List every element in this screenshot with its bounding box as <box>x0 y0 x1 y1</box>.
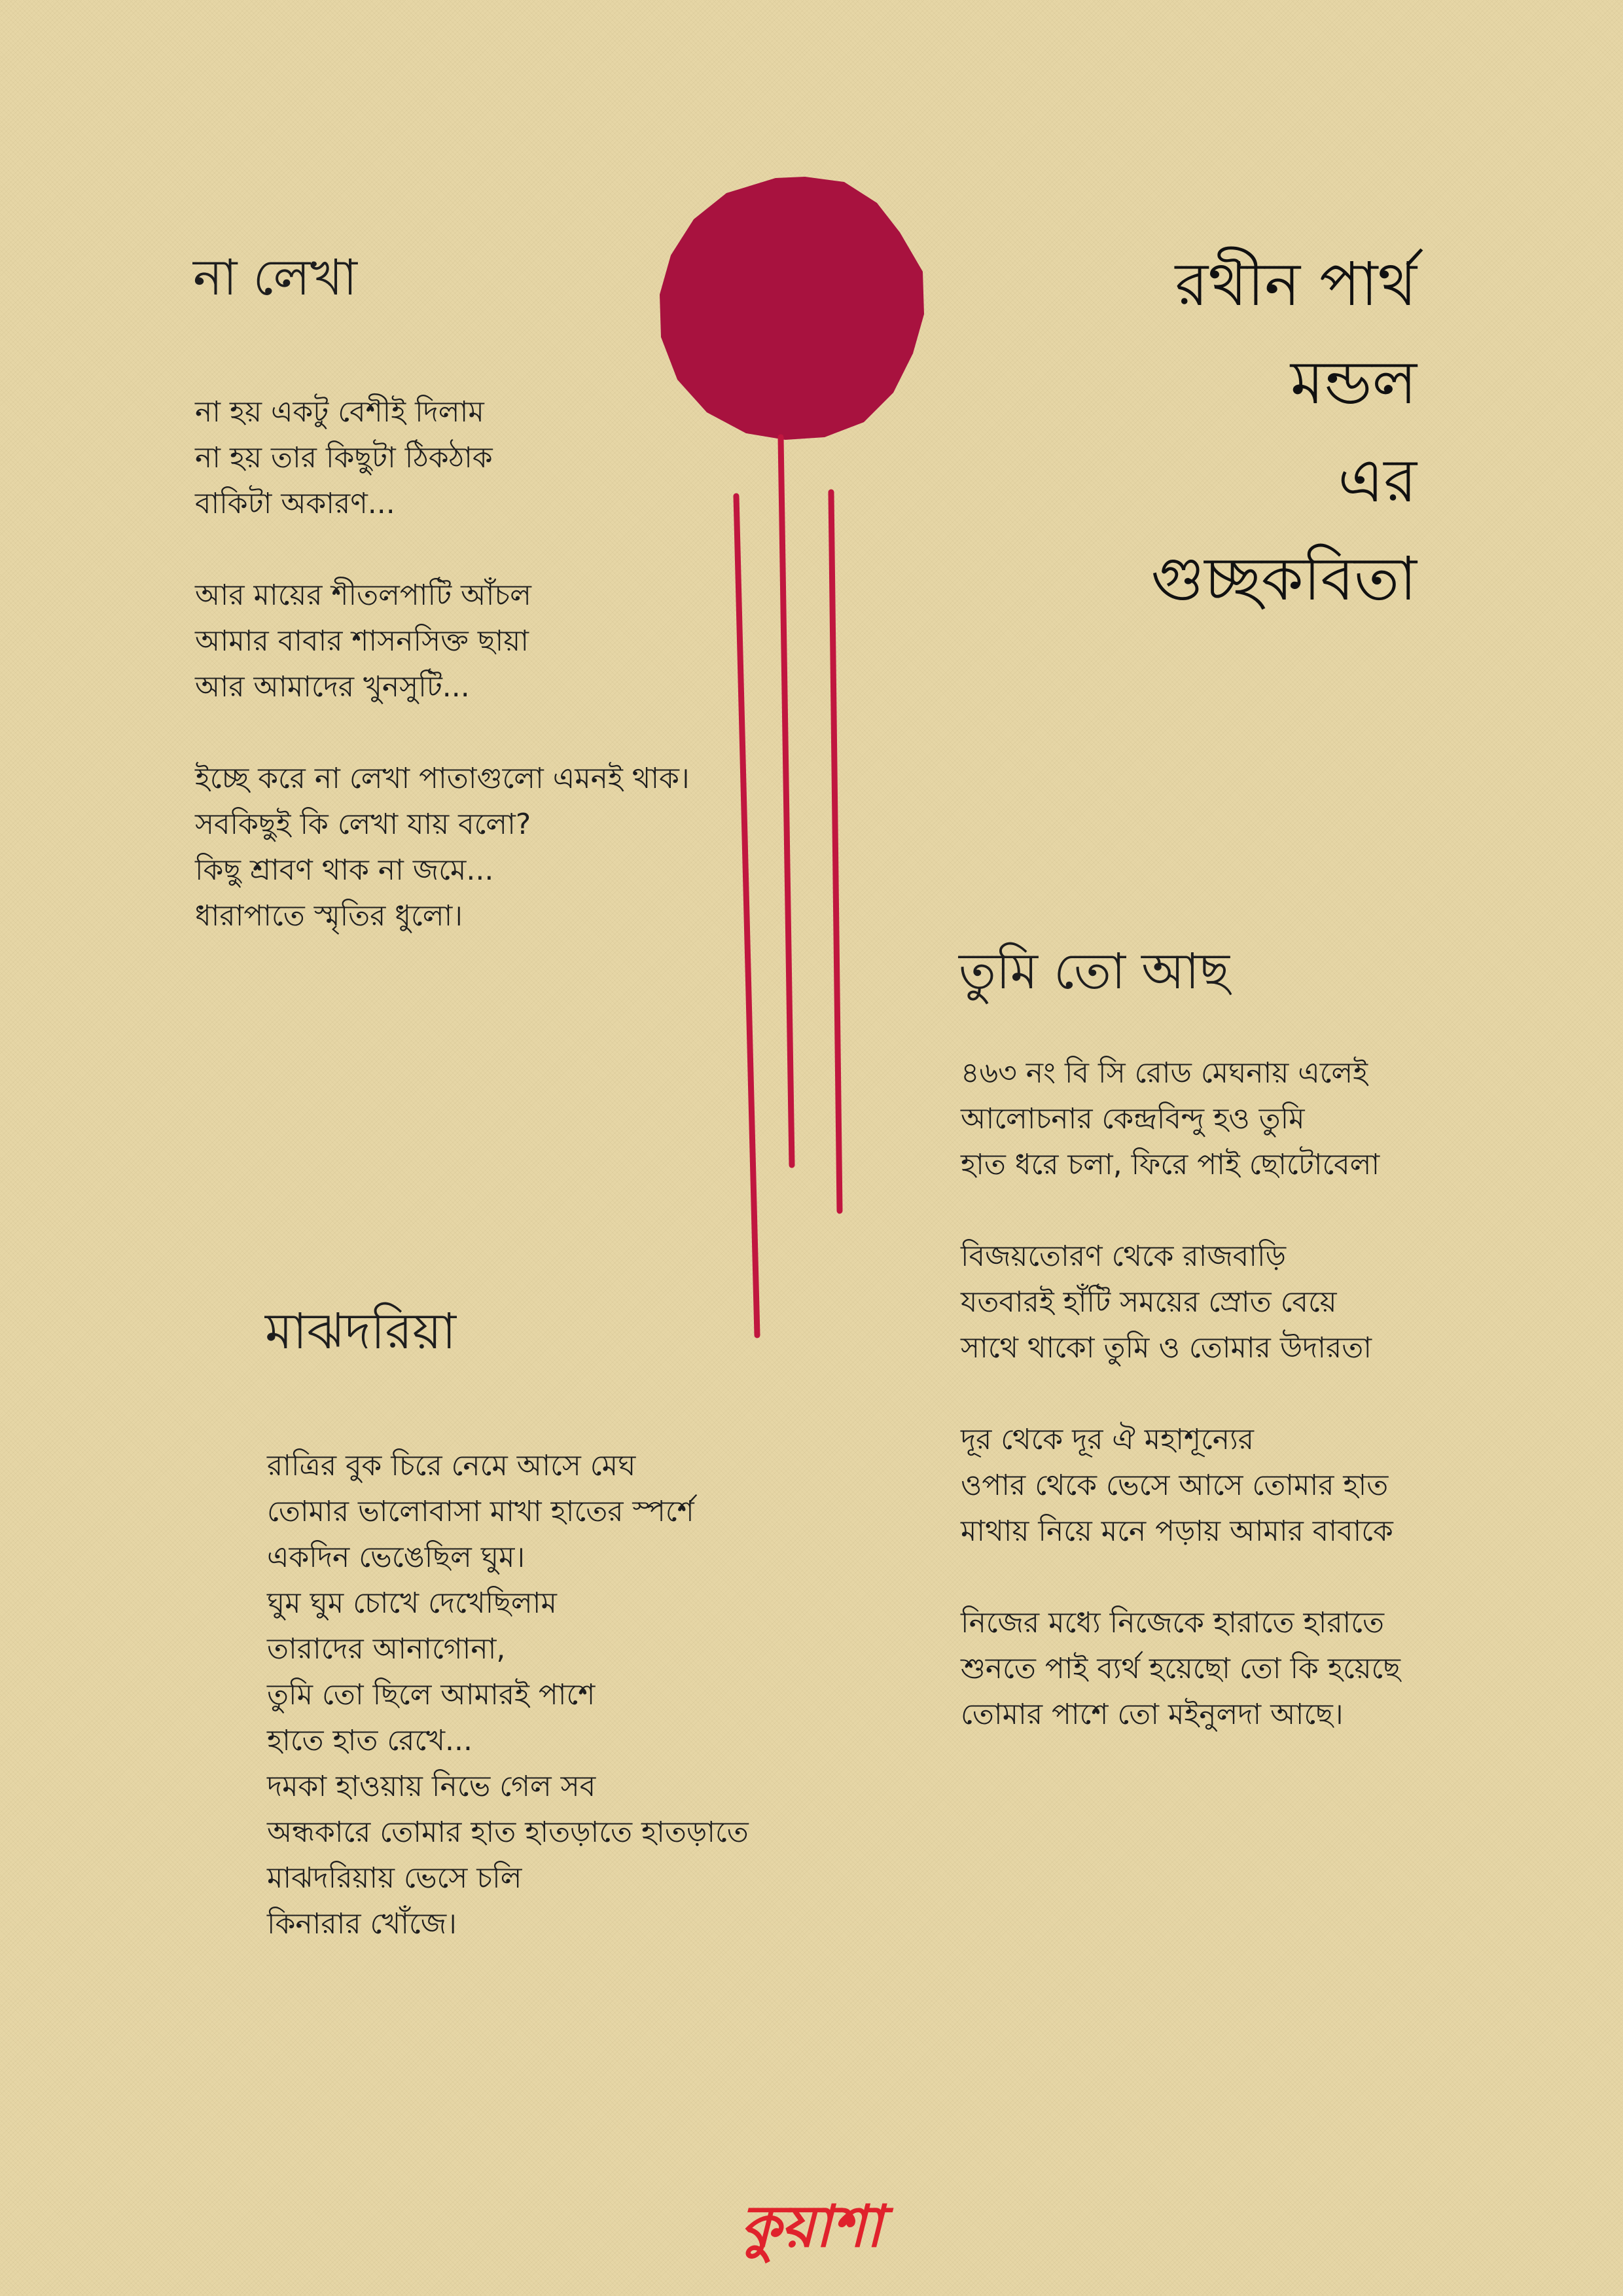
collection-title: গুচ্ছকবিতা <box>1150 544 1417 614</box>
poem-line: দূর থেকে দূর ঐ মহাশূন্যের <box>961 1423 1254 1456</box>
poem-line: তারাদের আনাগোনা, <box>267 1632 506 1666</box>
poem-line: ইচ্ছে করে না লেখা পাতাগুলো এমনই থাক। <box>195 762 690 795</box>
poem-line: ঘুম ঘুম চোখে দেখেছিলাম <box>267 1587 557 1620</box>
poem-line: ওপার থেকে ভেসে আসে তোমার হাত <box>961 1469 1389 1502</box>
red-sun-circle <box>660 177 924 440</box>
author-heading <box>1151 236 1417 628</box>
poem-line: আলোচনার কেন্দ্রবিন্দু হও তুমি <box>961 1102 1305 1136</box>
poem-line: তুমি তো ছিলে আমারই পাশে <box>267 1678 596 1712</box>
poem-line: কিনারার খোঁজে। <box>267 1907 457 1941</box>
vertical-line-right <box>831 492 840 1211</box>
poem-line: হাত ধরে চলা, ফিরে পাই ছোটোবেলা <box>961 1148 1380 1181</box>
vertical-line-left <box>736 496 757 1335</box>
poem-tumi-to-acho-stanza-2 <box>961 1234 1372 1371</box>
poem-line: আর আমাদের খুনসুটি... <box>195 670 470 704</box>
poem-line: বিজয়তোরণ থেকে রাজবাড়ি <box>961 1240 1286 1273</box>
poem-line: সবকিছুই কি লেখা যায় বলো? <box>195 808 531 841</box>
poem-line: রাত্রির বুক চিরে নেমে আসে মেঘ <box>267 1449 636 1482</box>
poem-title-na-lekha: না লেখা <box>193 248 357 306</box>
poem-line: শুনতে পাই ব্যর্থ হয়েছো তো কি হয়েছে <box>961 1652 1400 1685</box>
kuasha-logo: কুয়াশা <box>740 2193 883 2260</box>
author-name-line: এর <box>1338 446 1417 516</box>
poem-line: যতবারই হাঁটি সময়ের স্রোত বেয়ে <box>961 1285 1337 1319</box>
poem-tumi-to-acho-stanza-3 <box>961 1417 1393 1554</box>
poem-line: নিজের মধ্যে নিজেকে হারাতে হারাতে <box>961 1606 1384 1640</box>
poem-line: আর মায়ের শীতলপাটি আঁচল <box>195 579 531 612</box>
author-name-line: মন্ডল <box>1290 348 1417 418</box>
author-name-line: রথীন পার্থ <box>1175 249 1417 319</box>
poem-na-lekha-stanza-3 <box>195 756 690 939</box>
poem-line: মাঝদরিয়ায় ভেসে চলি <box>267 1861 522 1895</box>
poem-line: বাকিটা অকারণ... <box>195 487 395 520</box>
poem-line: ধারাপাতে স্মৃতির ধুলো। <box>195 899 463 933</box>
poem-tumi-to-acho-stanza-1 <box>961 1050 1380 1188</box>
poem-line: হাতে হাত রেখে... <box>267 1724 473 1757</box>
poem-line: তোমার পাশে তো মইনুলদা আছে। <box>961 1698 1344 1731</box>
poem-title-tumi-to-acho: তুমি তো আছ <box>959 942 1230 1000</box>
poem-line: আমার বাবার শাসনসিক্ত ছায়া <box>195 624 529 658</box>
poem-line: একদিন ভেঙেছিল ঘুম। <box>267 1541 526 1574</box>
poem-line: সাথে থাকো তুমি ও তোমার উদারতা <box>961 1331 1372 1365</box>
poem-line: তোমার ভালোবাসা মাখা হাতের স্পর্শে <box>267 1495 694 1528</box>
poem-line: কিছু শ্রাবণ থাক না জমে... <box>195 853 494 887</box>
poem-line: মাথায় নিয়ে মনে পড়ায় আমার বাবাকে <box>961 1515 1393 1548</box>
poem-line: না হয় একটু বেশীই দিলাম <box>195 395 484 429</box>
poem-line: না হয় তার কিছুটা ঠিকঠাক <box>195 441 493 475</box>
poem-line: অন্ধকারে তোমার হাত হাতড়াতে হাতড়াতে <box>267 1816 749 1849</box>
poem-title-majhdoriya: মাঝদরিয়া <box>265 1302 457 1360</box>
poem-na-lekha-stanza-2 <box>195 573 531 710</box>
vertical-line-center <box>781 437 792 1165</box>
poem-line: ৪৬৩ নং বি সি রোড মেঘনায় এলেই <box>961 1056 1368 1090</box>
poem-tumi-to-acho-stanza-4 <box>961 1600 1400 1738</box>
poem-line: দমকা হাওয়ায় নিভে গেল সব <box>267 1770 596 1803</box>
poem-na-lekha-stanza-1 <box>195 389 493 527</box>
poem-majhdoriya-stanza-1 <box>267 1443 749 1947</box>
